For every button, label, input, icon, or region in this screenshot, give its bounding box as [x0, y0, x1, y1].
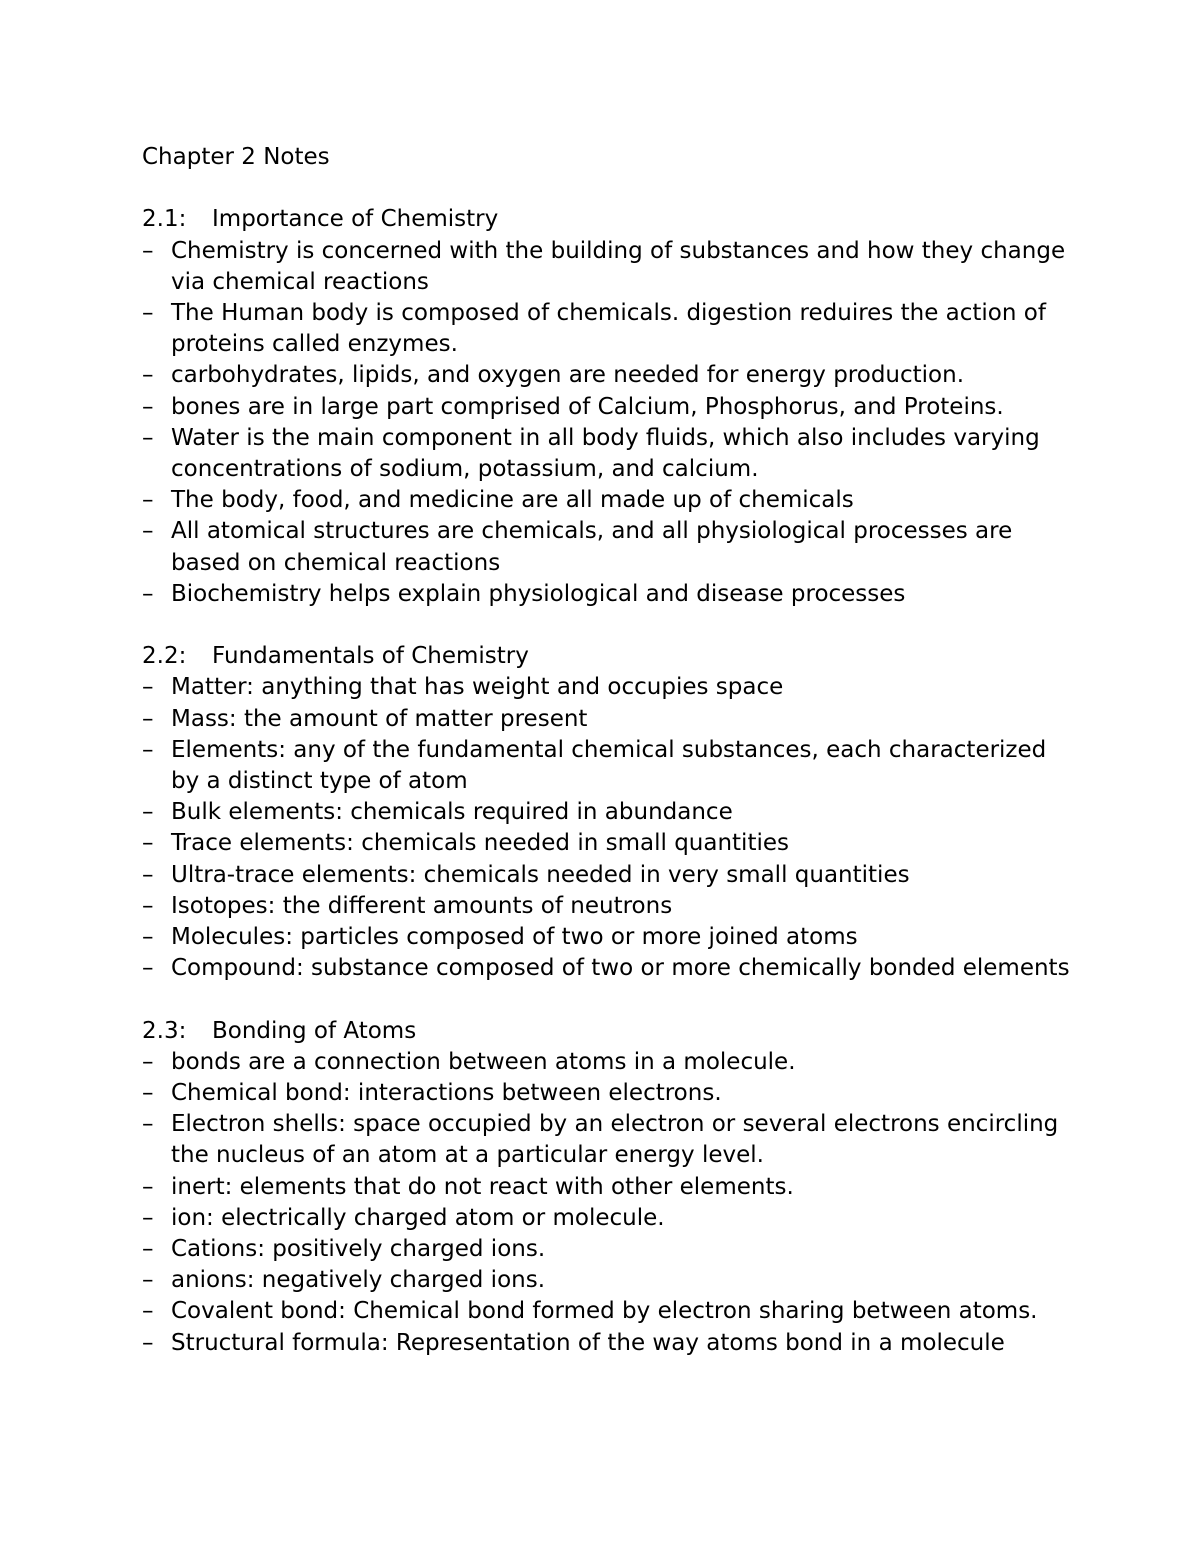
bullet-text: Water is the main component in all body fluids, which also includes varying concentrations of sodium, potassium, and calcium.	[171, 424, 1040, 482]
bullet-dash: –	[142, 830, 154, 857]
bullet-dash: –	[142, 580, 154, 607]
section-gap	[142, 984, 1072, 1015]
list-item	[142, 1328, 1072, 1359]
bullet-dash: –	[142, 237, 154, 264]
list-item	[142, 1047, 1072, 1078]
bullet-text: Structural formula: Representation of the way atoms bond in a molecule	[171, 1329, 1005, 1356]
list-item	[142, 1296, 1072, 1327]
section-3	[142, 1016, 1072, 1359]
bullet-text: ion: electrically charged atom or molecule.	[171, 1204, 665, 1231]
list-item	[142, 860, 1072, 891]
bullet-text: Molecules: particles composed of two or more joined atoms	[171, 924, 858, 950]
bullet-text: Chemistry is concerned with the building of substances and how they change via chemical reactions	[171, 237, 1066, 295]
bullet-dash: –	[142, 518, 154, 545]
bullet-dash: –	[142, 1298, 154, 1325]
section-title: Bonding of Atoms	[212, 1017, 417, 1044]
bullet-dash: –	[142, 799, 154, 826]
bullet-text: All atomical structures are chemicals, and all physiological processes are based on chemical reactions	[171, 518, 1013, 576]
bullet-dash: –	[142, 393, 154, 420]
bullet-dash: –	[142, 705, 154, 732]
bullet-text: Compound: substance composed of two or more chemically bonded elements	[171, 955, 1070, 982]
bullet-dash: –	[142, 736, 154, 763]
list-item	[142, 1078, 1072, 1109]
bullet-text: anions: negatively charged ions.	[171, 1267, 546, 1294]
bullet-dash: –	[142, 299, 154, 326]
sections-container	[142, 173, 1072, 1359]
section-number: 2.1:	[142, 206, 187, 233]
section-gap	[142, 610, 1072, 641]
list-item	[142, 516, 1072, 578]
list-item	[142, 891, 1072, 922]
bullet-dash: –	[142, 674, 154, 701]
section-heading	[142, 1016, 1072, 1047]
bullet-text: Covalent bond: Chemical bond formed by electron sharing between atoms.	[171, 1298, 1038, 1325]
bullet-text: Bulk elements: chemicals required in abundance	[171, 799, 733, 826]
bullet-text: bones are in large part comprised of Calcium, Phosphorus, and Proteins.	[171, 393, 1004, 420]
section-heading	[142, 641, 1072, 672]
bullet-dash: –	[142, 955, 154, 982]
bullet-text: bonds are a connection between atoms in a molecule.	[171, 1048, 796, 1075]
bullet-list	[142, 1047, 1072, 1359]
list-item	[142, 485, 1072, 516]
bullet-text: Ultra-trace elements: chemicals needed in very small quantities	[171, 861, 910, 888]
bullet-list	[142, 236, 1072, 610]
bullet-dash: –	[142, 924, 154, 950]
bullet-text: Biochemistry helps explain physiological and disease processes	[171, 580, 906, 607]
bullet-text: Electron shells: space occupied by an electron or several electrons encircling the nucleus of an atom at a particular energy level.	[171, 1111, 1059, 1169]
section-heading	[142, 204, 1072, 235]
list-item	[142, 423, 1072, 485]
section-1	[142, 204, 1072, 610]
bullet-text: Chemical bond: interactions between electrons.	[171, 1079, 722, 1106]
list-item	[142, 579, 1072, 610]
list-item	[142, 797, 1072, 828]
bullet-dash: –	[142, 487, 154, 514]
bullet-text: The body, food, and medicine are all made up of chemicals	[171, 487, 854, 514]
list-item	[142, 672, 1072, 703]
bullet-dash: –	[142, 861, 154, 888]
bullet-dash: –	[142, 1236, 154, 1262]
section-title: Importance of Chemistry	[212, 206, 499, 233]
bullet-text: Cations: positively charged ions.	[171, 1236, 546, 1262]
bullet-text: Trace elements: chemicals needed in small quantities	[171, 830, 789, 857]
section-title: Fundamentals of Chemistry	[212, 643, 529, 670]
list-item	[142, 360, 1072, 391]
list-item	[142, 704, 1072, 735]
section-number: 2.3:	[142, 1017, 187, 1044]
bullet-text: Matter: anything that has weight and occupies space	[171, 674, 784, 701]
bullet-dash: –	[142, 1204, 154, 1231]
bullet-dash: –	[142, 1173, 154, 1200]
list-item	[142, 953, 1072, 984]
bullet-dash: –	[142, 1079, 154, 1106]
document-page	[142, 142, 1072, 1359]
bullet-dash: –	[142, 1048, 154, 1075]
bullet-dash: –	[142, 1267, 154, 1294]
section-2	[142, 641, 1072, 984]
bullet-list	[142, 672, 1072, 984]
list-item	[142, 1172, 1072, 1203]
bullet-text: Elements: any of the fundamental chemical substances, each characterized by a distinct type of atom	[171, 736, 1047, 794]
bullet-dash: –	[142, 424, 154, 451]
bullet-text: carbohydrates, lipids, and oxygen are needed for energy production.	[171, 362, 965, 389]
bullet-dash: –	[142, 1111, 154, 1138]
list-item	[142, 1234, 1072, 1265]
list-item	[142, 392, 1072, 423]
bullet-text: inert: elements that do not react with other elements.	[171, 1173, 794, 1200]
list-item	[142, 735, 1072, 797]
list-item	[142, 1109, 1072, 1171]
bullet-text: Mass: the amount of matter present	[171, 705, 588, 732]
section-number: 2.2:	[142, 643, 187, 670]
document-title: Chapter 2 Notes	[142, 144, 330, 170]
list-item	[142, 922, 1072, 953]
list-item	[142, 1265, 1072, 1296]
section-gap	[142, 173, 1072, 204]
list-item	[142, 298, 1072, 360]
bullet-dash: –	[142, 362, 154, 389]
list-item	[142, 236, 1072, 298]
bullet-dash: –	[142, 892, 154, 919]
bullet-dash: –	[142, 1329, 154, 1356]
list-item	[142, 828, 1072, 859]
bullet-text: The Human body is composed of chemicals. digestion reduires the action of proteins called enzymes.	[171, 299, 1046, 358]
bullet-text: Isotopes: the different amounts of neutrons	[171, 892, 673, 919]
list-item	[142, 1203, 1072, 1234]
